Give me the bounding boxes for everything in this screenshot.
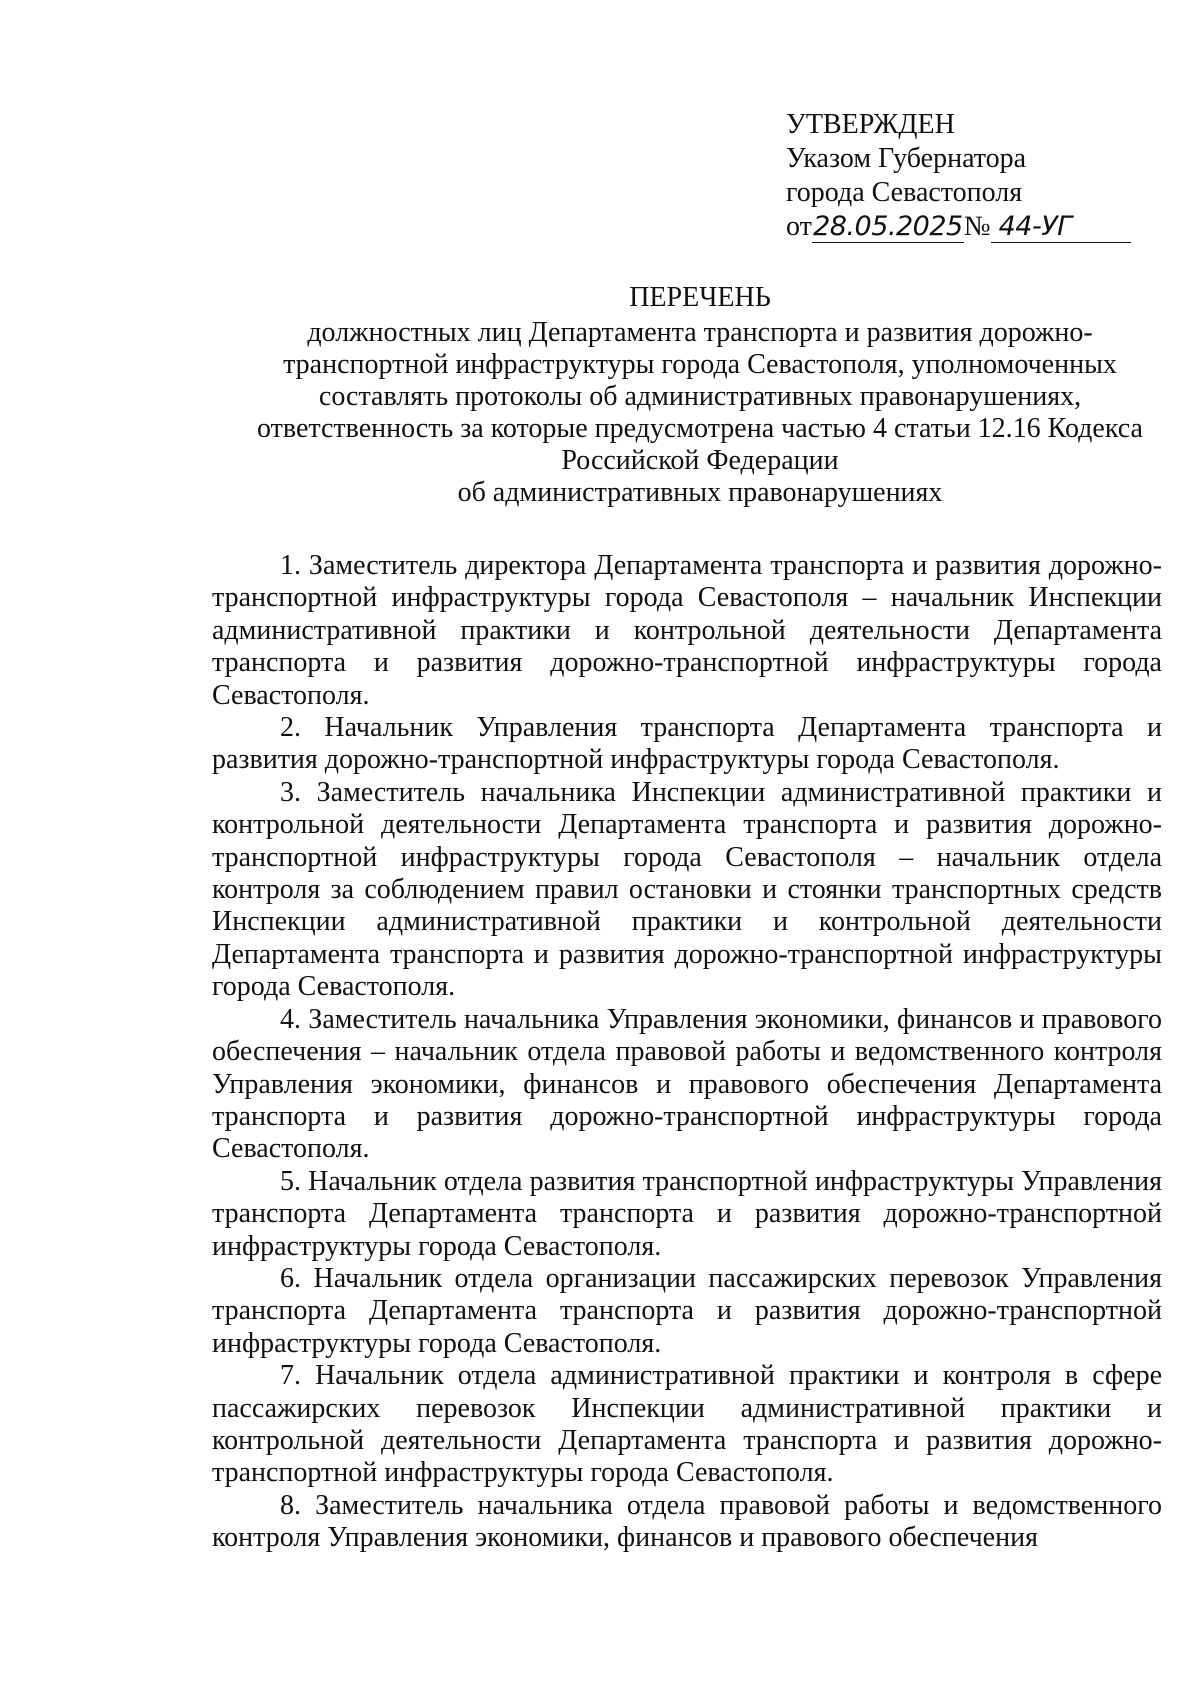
title-line-1: должностных лиц Департамента транспорта и развития дорожно- <box>307 317 1093 348</box>
list-item-8: 8. Заместитель начальника отдела правовой работы и ведомственного контроля Управления экономики, финансов и правового обеспечения <box>212 1489 1162 1554</box>
approval-stamp-block <box>786 108 1166 244</box>
decree-date-field <box>812 212 964 243</box>
title-line-3: составлять протоколы об административных правонарушениях, <box>318 381 1082 412</box>
list-item-1: 1. Заместитель директора Департамента транспорта и развития дорожно-транспортной инфраструктуры города Севастополя – начальник Инспекции административной практики и контрольной деятельности Департамента транспорта и развития дорожно-транспортной инфраструктуры города Севастополя. <box>212 550 1162 711</box>
approval-line-city: города Севастополя <box>786 177 1023 208</box>
approval-line-approved: УТВЕРЖДЕН <box>786 109 955 140</box>
title-line-2: транспортной инфраструктуры города Севастополя, уполномоченных <box>283 349 1117 380</box>
number-sign: № <box>963 211 991 242</box>
list-item-7: 7. Начальник отдела административной практики и контроля в сфере пассажирских перевозок Инспекции административной практики и контрольной деятельности Департамента транспорта и развития дорожно-транспортной инфраструктуры города Севастополя. <box>212 1360 1162 1489</box>
decree-number-field <box>991 212 1131 243</box>
list-item-2: 2. Начальник Управления транспорта Департамента транспорта и развития дорожно-транспортной инфраструктуры города Севастополя. <box>212 712 1162 776</box>
list-item-5: 5. Начальник отдела развития транспортной инфраструктуры Управления транспорта Департамента транспорта и развития дорожно-транспортной инфраструктуры города Севастополя. <box>212 1165 1162 1262</box>
date-prefix: от <box>786 211 812 242</box>
officials-list <box>212 550 1162 1555</box>
title-line-6: об административных правонарушениях <box>457 477 943 508</box>
approval-line-decree: Указом Губернатора <box>786 143 1027 174</box>
list-item-4: 4. Заместитель начальника Управления экономики, финансов и правового обеспечения – начальник отдела правовой работы и ведомственного контроля Управления экономики, финансов и правового обеспечения Департамента транспорта и развития дорожно-транспортной инфраструктуры города Севастополя. <box>212 1003 1162 1165</box>
approval-date-number-row <box>786 210 1166 244</box>
list-item-6: 6. Начальник отдела организации пассажирских перевозок Управления транспорта Департамента транспорта и развития дорожно-транспортной инфраструктуры города Севастополя. <box>212 1262 1162 1359</box>
handwritten-number: 44-УГ <box>998 211 1072 242</box>
list-item-3: 3. Заместитель начальника Инспекции административной практики и контрольной деятельности Департамента транспорта и развития дорожно-транспортной инфраструктуры города Севастополя – начальник отдела контроля за соблюдением правил остановки и стоянки транспортных средств Инспекции административной практики и контрольной деятельности Департамента транспорта и развития дорожно-транспортной инфраструктуры города Севастополя. <box>212 776 1162 1003</box>
handwritten-date: 28.05.2025 <box>813 211 963 242</box>
document-heading: ПЕРЕЧЕНЬ <box>629 282 771 313</box>
document-title-block <box>200 282 1200 509</box>
title-line-5: Российской Федерации <box>561 445 839 476</box>
title-line-4: ответственность за которые предусмотрена частью 4 статьи 12.16 Кодекса <box>257 413 1143 444</box>
